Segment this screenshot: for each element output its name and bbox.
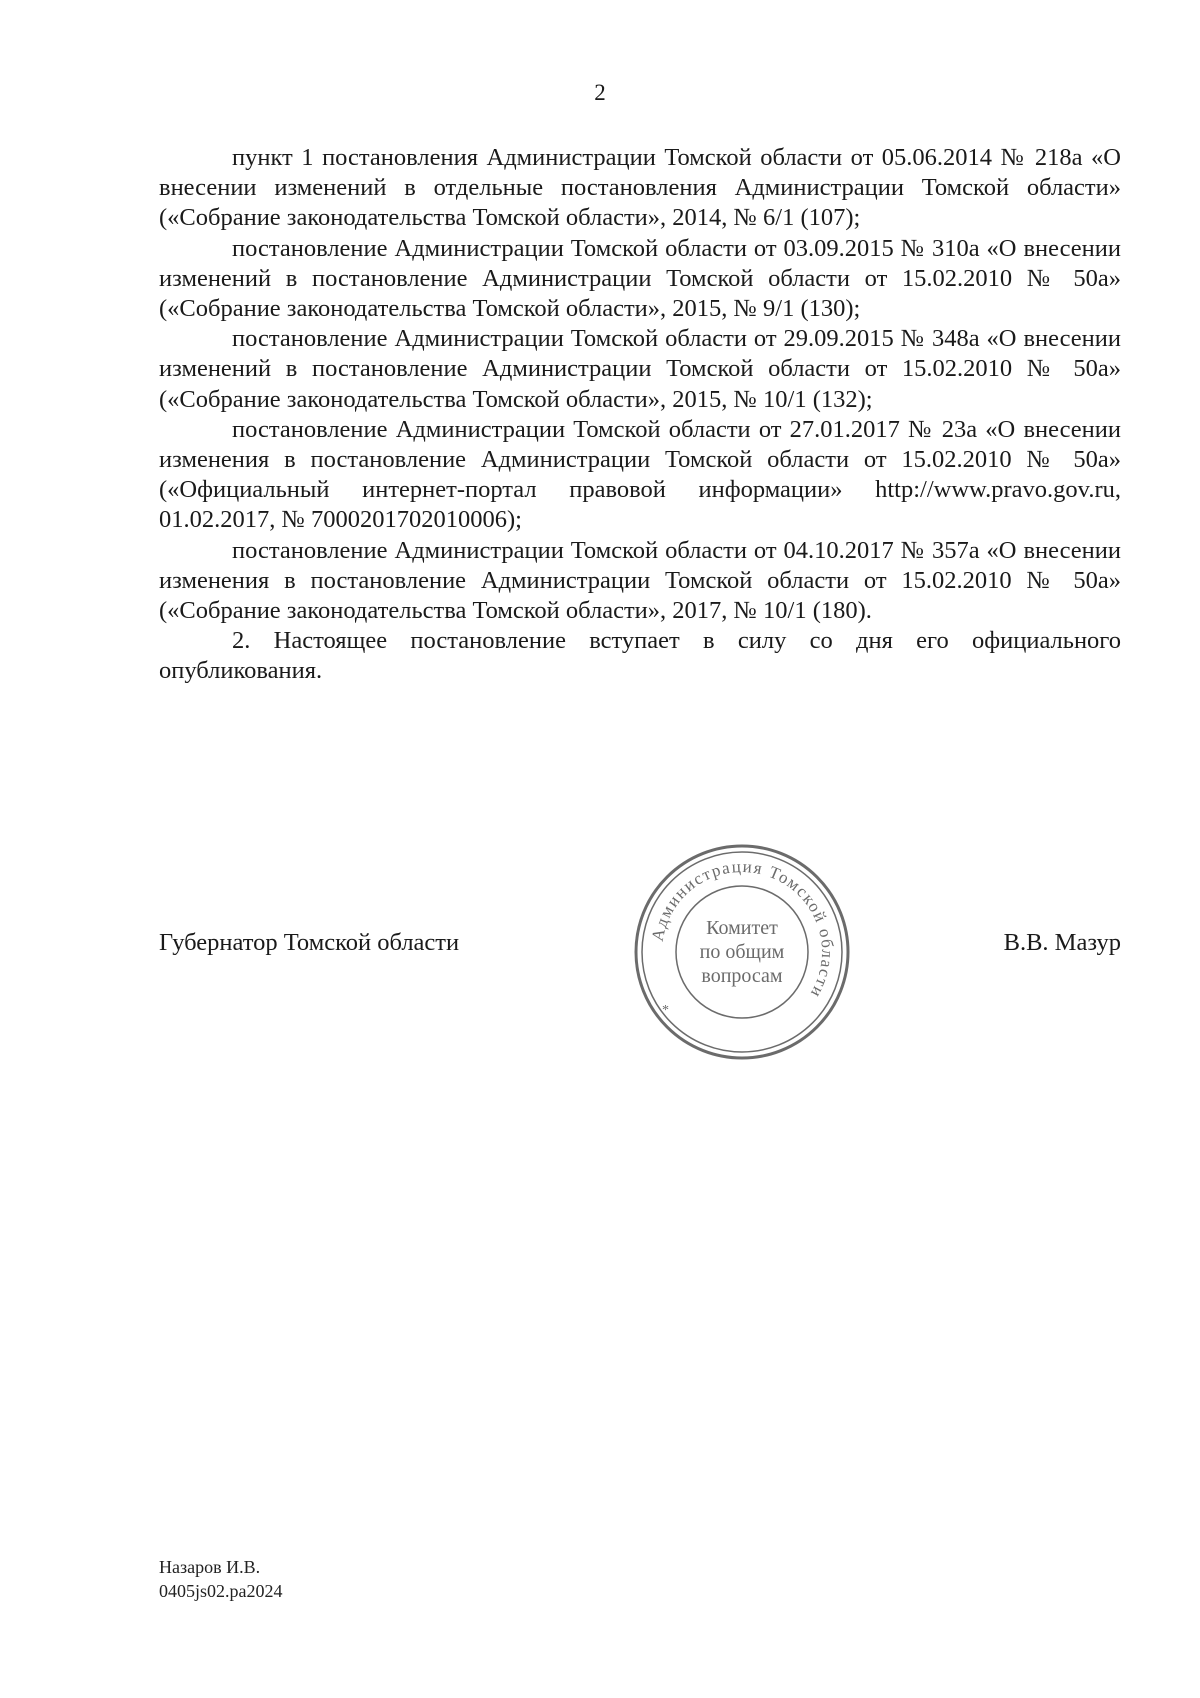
- paragraph-2: постановление Администрации Томской области от 03.09.2015 № 310а «О внесении изменений в постановление Администрации Томской области от 15.02.2010 № 50а» («Собрание законодательства Томской области», 2015, № 9/1 (130);: [159, 234, 1121, 323]
- official-stamp: [632, 842, 852, 1062]
- document-code: 0405js02.pa2024: [159, 1581, 283, 1601]
- footer: [159, 1555, 283, 1603]
- signer-name: В.В. Мазур: [1003, 929, 1121, 956]
- stamp-center-line-2: по общим: [699, 941, 785, 963]
- paragraph-4: постановление Администрации Томской области от 27.01.2017 № 23а «О внесении изменения в постановление Администрации Томской области от 15.02.2010 № 50а» («Официальный интернет-портал правовой информации» http://www.pravo.gov.ru, 01.02.2017, № 7000201702010006);: [159, 415, 1121, 534]
- page-number: 2: [594, 80, 606, 105]
- signer-title: Губернатор Томской области: [159, 929, 460, 956]
- stamp-ring-text: Администрация Томской области: [647, 856, 838, 1002]
- stamp-center-line-1: Комитет: [706, 917, 778, 939]
- stamp-center-line-3: вопросам: [701, 965, 783, 987]
- stamp-star-icon: *: [662, 1003, 669, 1018]
- paragraph-5: постановление Администрации Томской области от 04.10.2017 № 357а «О внесении изменения в постановление Администрации Томской области от 15.02.2010 № 50а» («Собрание законодательства Томской области», 2017, № 10/1 (180).: [159, 536, 1121, 625]
- paragraph-3: постановление Администрации Томской области от 29.09.2015 № 348а «О внесении изменений в постановление Администрации Томской области от 15.02.2010 № 50а» («Собрание законодательства Томской области», 2015, № 10/1 (132);: [159, 325, 1121, 413]
- paragraph-6: 2. Настоящее постановление вступает в силу со дня его официального опубликования.: [159, 627, 1121, 685]
- stamp-seal-icon: [632, 842, 852, 1062]
- executor-name: Назаров И.В.: [159, 1557, 261, 1577]
- paragraph-1: пункт 1 постановления Администрации Томской области от 05.06.2014 № 218а «О внесении изменений в отдельные постановления Администрации Томской области» («Собрание законодательства Томской области», 2014, № 6/1 (107);: [159, 144, 1121, 232]
- document-body: [159, 143, 1121, 687]
